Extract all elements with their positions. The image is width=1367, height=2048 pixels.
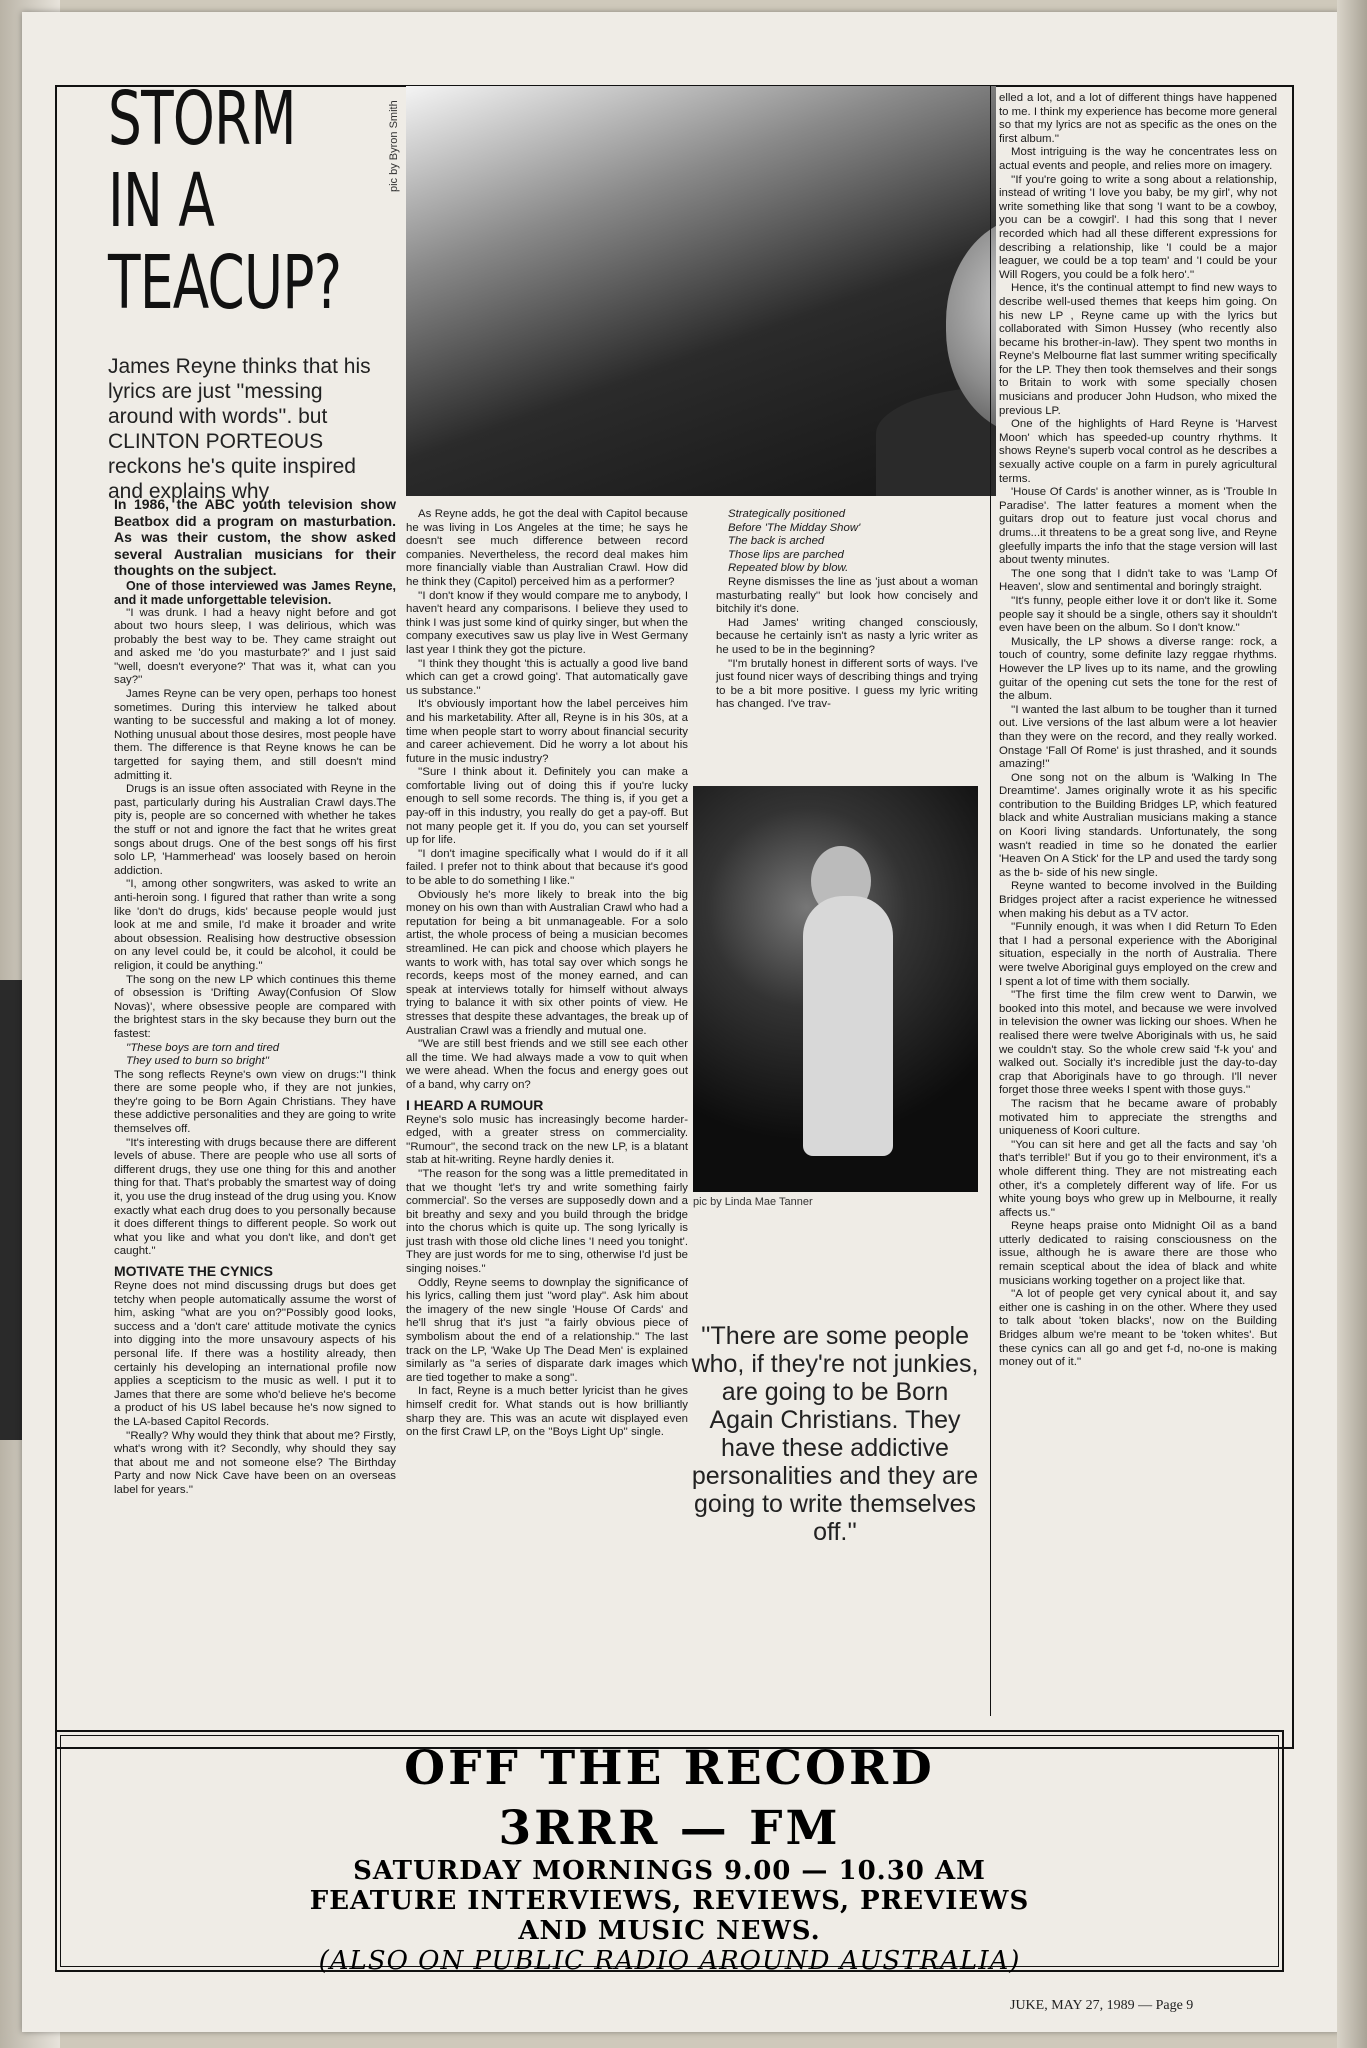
paragraph: ''A lot of people get very cynical about it, and say either one is cashing in on the other. Where they used to talk about 'token blacks', now on the Building Bridges album we're meant to be 'token whites'. But these cynics can all go and get f-d, no-one is making money out of it.'' [999,1288,1277,1369]
ad-features: AND MUSIC NEWS. [518,1916,821,1946]
lyric-line: Those lips are parched [728,548,844,561]
subheading: I HEARD A RUMOUR [406,1096,544,1113]
paragraph: The song on the new LP which continues this theme of obsession is 'Drifting Away(Confusion Of Slow Novas)', where obsessive people are compared with the brightest stars in the sky because they burn out the fastest: [114,973,396,1040]
paragraph: ''I was drunk. I had a heavy night before and got about two hours sleep, I was delirious, which was probably the best way to be. They came straight out and asked me 'do you masturbate?' and I just said ''well, doesn't everyone?' That was it, what can you say?'' [114,606,396,687]
ad-inner-frame [60,1735,1279,1976]
paragraph: ''The reason for the song was a little premeditated in that we thought 'let's try and write something fairly commercial'. So the verses are supposedly down and a bit breathy and sexy and you build through the bridge into the chorus which is quite up. The song lyrically is just trash with those old cliche lines 'I need you tonight'. They are just words for me to sing, otherwise I'd just be singing noises.'' [406,1167,688,1276]
standfirst: James Reyne thinks that his lyrics are just ''messing around with words''. but CLINTON PORTEOUS reckons he's quite inspired and explains why [108,355,371,503]
paragraph: ''I think they thought 'this is actually a good live band which can get a crowd going'. That automatically gave us substance.'' [406,657,688,697]
portrait-photo [406,86,996,496]
paragraph: Drugs is an issue often associated with Reyne in the past, particularly during his Australian Crawl days.The pity is, people are so concerned with whether he takes the stuff or not and ignore the fact that he writes great songs about drugs. One of the best songs off his first solo LP, 'Hammerhead' was loosely based on heroin addiction. [114,783,396,877]
paragraph: ''We are still best friends and we still see each other all the time. We had always made a vow to quit when we were ahead. When the focus and energy goes out of a band, why carry on? [406,1038,688,1091]
paragraph: Most intriguing is the way he concentrates less on actual events and people, and relies more on imagery. [999,146,1277,172]
lyric-line: ''These boys are torn and tired [126,1041,280,1054]
paragraph: ''I don't imagine specifically what I would do if it all failed. I prefer not to think about that because it's good to be able to do something I like.'' [406,847,688,888]
paragraph: ''It's interesting with drugs because there are different levels of abuse. There are people who use all sorts of different drugs, they use one thing for this and another thing for that. That's probably the smartest way of doing it, you use the drug instead of the drug using you. Know exactly what each drug does to you personally because it does different things to different people. So work out what you like and what you don't like, and don't get caught.'' [114,1136,396,1258]
paragraph: ''I wanted the last album to be tougher than it turned out. Live versions of the last album were a lot heavier than they were on the record, and they really worked. Onstage 'Fall Of Rome' is just thrashed, and it sounds amazing!'' [999,703,1277,771]
photo-credit: pic by Byron Smith [388,100,400,192]
lyric-line: Before 'The Midday Show' [728,521,861,534]
paragraph: 'House Of Cards' is another winner, as is 'Trouble In Paradise'. The latter features a moment when the guitars drop out to feature just vocal chorus and drums...it threatens to be a great song live, and Reyne gleefully imparts the info that the stage version will last about twenty minutes. [999,486,1277,567]
ad-schedule: SATURDAY MORNINGS 9.00 — 10.30 AM [353,1856,986,1886]
paragraph: ''Really? Why would they think that about me? Firstly, what's wrong with it? Secondly, why should they say that about me and not someone else? The Birthday Party and now Nick Cave have been on an overseas label for years.'' [114,1429,396,1496]
article-column [406,508,688,1440]
paragraph: The one song that I didn't take to was 'Lamp Of Heaven', slow and sentimental and boringly straight. [999,567,1277,594]
lyric-line: The back is arched [728,535,825,548]
paragraph: ''I, among other songwriters, was asked to write an anti-heroin song. I figured that rather than write a song like 'don't do drugs, kids' because people would just look at me and smile, I'd make it broader and write about obsession. Realising how destructive obsession on any level could be, it could be alcohol, it could be religion, it could be anything.'' [114,878,396,972]
radio-advertisement [55,1730,1284,1976]
ad-title: OFF THE RECORD [404,1741,935,1796]
ad-features: FEATURE INTERVIEWS, REVIEWS, PREVIEWS [309,1886,1030,1916]
paragraph: Reyne's solo music has increasingly become harder-edged, with a greater stress on commerciality. ''Rumour'', the second track on the new LP, is a blatant stab at hit-writing. Reyne hardly denies it. [406,1113,688,1167]
paragraph: Had James' writing changed consciously, because he certainly isn't as nasty a lyric writer as he used to be in the beginning? [716,616,978,656]
concert-photo [693,786,978,1192]
paragraph: ''You can sit here and get all the facts and say 'oh that's terrible!' But if you go to their environment, it's a whole different thing. They are not mistreating each other, it's a completely different way of life. For us white young boys who grew up in Melbourne, it really affects us.'' [999,1138,1277,1219]
paragraph: James Reyne can be very open, perhaps too honest sometimes. During this interview he talked about wanting to be successful and making a lot of money. Nothing unusual about those desires, most people have them. The difference is that Reyne knows he can be targetted for saying them, and still doesn't mind admitting it. [114,688,396,782]
photo-singer-body [803,896,893,1156]
paragraph: ''The first time the film crew went to Darwin, we booked into this motel, and because we were involved in television the owner was licking our shoes. When he realised there were twelve Aboriginals with us, he said we couldn't stay. So the whole crew said 'f-k you' and walked out. Socially it's incredible just the day-to-day crap that Aboriginals have to go through. I'll never forget those three weeks I spent with those guys.'' [999,989,1277,1097]
headline [108,76,342,326]
lead-paragraph: One of those interviewed was James Reyne, and it made unforgettable television. [114,578,396,607]
lyric-line: They used to burn so bright'' [126,1055,270,1068]
paragraph: ''If you're going to write a song about a relationship, instead of writing 'I love you baby, be my girl', why not write something like that song 'I want to be a cowboy, you can be a cowgirl'. I had this song that I never recorded which had all these different expressions for describing a relationship, like 'I could be a major leaguer, we could be a top team' and 'I could be your Will Rogers, you could be a folk hero'.'' [999,173,1277,281]
paragraph: The racism that he became aware of probably motivated him to appreciate the strengths and uniqueness of Koori culture. [999,1097,1277,1138]
photo-credit: pic by Linda Mae Tanner [693,1196,813,1208]
column-rule [990,86,991,1716]
pull-quote: ''There are some people who, if they're not junkies, are going to be Born Again Christians. They have these addictive personalities and they are going to write themselves off.'' [691,1322,979,1546]
paragraph: Reyne does not mind discussing drugs but does get tetchy when people automatically assume the worst of him, asking ''what are you on?''Possibly good looks, success and a 'don't care' attitude motivate the cynics into digging into the more unsavoury aspects of his personal life. If there was a hostility already, then certainly his developing an international profile now applies a scepticism to the music as well. I put it to James that there are some who'd believe he's become a product of his US label because he's now signed to the LA-based Capitol Records. [114,1280,396,1428]
lyric-line: Repeated blow by blow. [728,562,849,575]
headline-line: IN A [108,158,215,244]
paragraph: ''Funnily enough, it was when I did Return To Eden that I had a personal experience with the Aboriginal situation, especially in the north of Australia. There were twelve Aboriginal guys employed on the crew and I spent a lot of time with them socially. [999,921,1277,988]
ad-note: (ALSO ON PUBLIC RADIO AROUND AUSTRALIA) [318,1946,1021,1976]
headline-line: TEACUP? [108,240,342,326]
article-column [114,496,396,1498]
paragraph: In fact, Reyne is a much better lyricist than he gives himself credit for. What stands out is how brilliantly sharp they are. This was an acute wit displayed even on the first Crawl LP, on the ''Boys Light Up'' single. [406,1385,688,1439]
paragraph: As Reyne adds, he got the deal with Capitol because he was living in Los Angeles at the time; he says he doesn't see much difference between record companies. Nevertheless, the record deal makes him more financially viable than Australian Crawl. How did he think they (Capitol) perceived him as a performer? [406,508,688,588]
paragraph: Obviously he's more likely to break into the big money on his own than with Australian Crawl who had a reputation for being a bit unmanageable. For a solo artist, the whole process of being a musician becomes streamlined. He can pick and choose which players he wants to work with, has total say over which songs he records, keeps most of the money earned, and can speak at interviews totally for himself without always trying to balance it with six other points of view. He stresses that despite these advantages, the break up of Australian Crawl was a friendly and mutual one. [406,888,688,1037]
headline-line: STORM [108,76,296,162]
paragraph: ''It's funny, people either love it or don't like it. Some people say it should be a single, others say it shouldn't even have been on the album. So I don't know.'' [999,594,1277,635]
paragraph: One of the highlights of Hard Reyne is 'Harvest Moon' which has speeded-up country rhythms. It shows Reyne's superb vocal control as he describes a sexually active couple on a farm in purely agricultural terms. [999,418,1277,485]
paragraph: The song reflects Reyne's own view on drugs:''I think there are some people who, if they are not junkies, they're going to be Born Again Christians. They have these addictive personalities and they are going to write themselves off. [114,1068,396,1136]
ad-station: 3RRR — FM [498,1801,841,1856]
article-column [999,92,1277,1370]
lead-paragraph: In 1986, the ABC youth television show Beatbox did a program on masturbation. As was their custom, the show asked several Australian musicians for their thoughts on the subject. [114,496,396,578]
paragraph: Musically, the LP shows a diverse range: rock, a touch of country, some definite lazy reggae rhythms. However the LP lives up to its name, and the growling guitar of the opening cut sets the tone for the rest of the album. [999,635,1277,703]
page-stack-edge [1337,0,1367,2048]
paragraph: Reyne wanted to become involved in the Building Bridges project after a racist experience he witnessed when making his debut as a TV actor. [999,880,1277,920]
page-footer: JUKE, MAY 27, 1989 — Page 9 [1010,1998,1194,2013]
article-column [716,508,978,712]
paragraph: Reyne dismisses the line as 'just about a woman masturbating really'' but look how concisely and bitchily it's done. [716,575,978,616]
paragraph: ''I don't know if they would compare me to anybody, I haven't heard any comparisons. I believe they used to think I was just some kind of quirky singer, but when the company executives saw us play live in West Germany last year I think they got the picture. [406,589,688,656]
paragraph: Hence, it's the continual attempt to find new ways to describe well-used themes that keeps him going. On his new LP , Reyne came up with the lyrics but collaborated with Simon Hussey (who recently also became his brother-in-law). They spent two months in Reyne's Melbourne flat last summer writing specifically for the LP. They then took themselves and their songs to Britain to work with some specially chosen musicians and producer John Hudson, who mixed the previous LP. [999,282,1277,417]
paragraph: Reyne heaps praise onto Midnight Oil as a band utterly dedicated to raising consciousness on the issue, although he is aware there are those who remain sceptical about the idea of black and white musicians working together on a project like that. [999,1220,1277,1287]
lyric-line: Strategically positioned [728,508,846,520]
paragraph: Oddly, Reyne seems to downplay the significance of his lyrics, calling them just ''word play''. Ask him about the imagery of the new single 'House Of Cards' and he'll shrug that it's just ''a fairly obvious piece of symbolism about the end of a relationship.'' The last track on the LP, 'Wake Up The Dead Men' is explained similarly as ''a series of disparate dark images which are tied together to make a song''. [406,1276,688,1384]
paragraph: It's obviously important how the label perceives him and his marketability. After all, Reyne is in his 30s, at a time when people start to worry about financial security and career achievement. Did he worry a lot about his future in the music industry? [406,698,688,765]
paragraph: ''Sure I think about it. Definitely you can make a comfortable living out of doing this if you're lucky enough to sell some records. The thing is, if you get a pay-off in this industry, you really do get a pay-off. But not many people get it. If you do, you can set yourself up for life. [406,766,688,847]
subheading: MOTIVATE THE CYNICS [114,1263,273,1279]
paragraph: elled a lot, and a lot of different things have happened to me. I think my experience has become more general so that my lyrics are not as specific as the ones on the first album.'' [999,92,1277,145]
paragraph: ''I'm brutally honest in different sorts of ways. I've just found nicer ways of describing things and trying to be a bit more positive. I guess my lyric writing has changed. I've trav- [716,657,978,711]
paragraph: One song not on the album is 'Walking In The Dreamtime'. James originally wrote it as his specific contribution to the Building Bridges LP, which featured black and white Australian musicians making a stance on Koori living standards. Unfortunately, the song wasn't readied in time so he donated the earlier 'Heaven On A Stick' for the LP and used the tardy song as the b- side of his new single. [999,771,1277,879]
